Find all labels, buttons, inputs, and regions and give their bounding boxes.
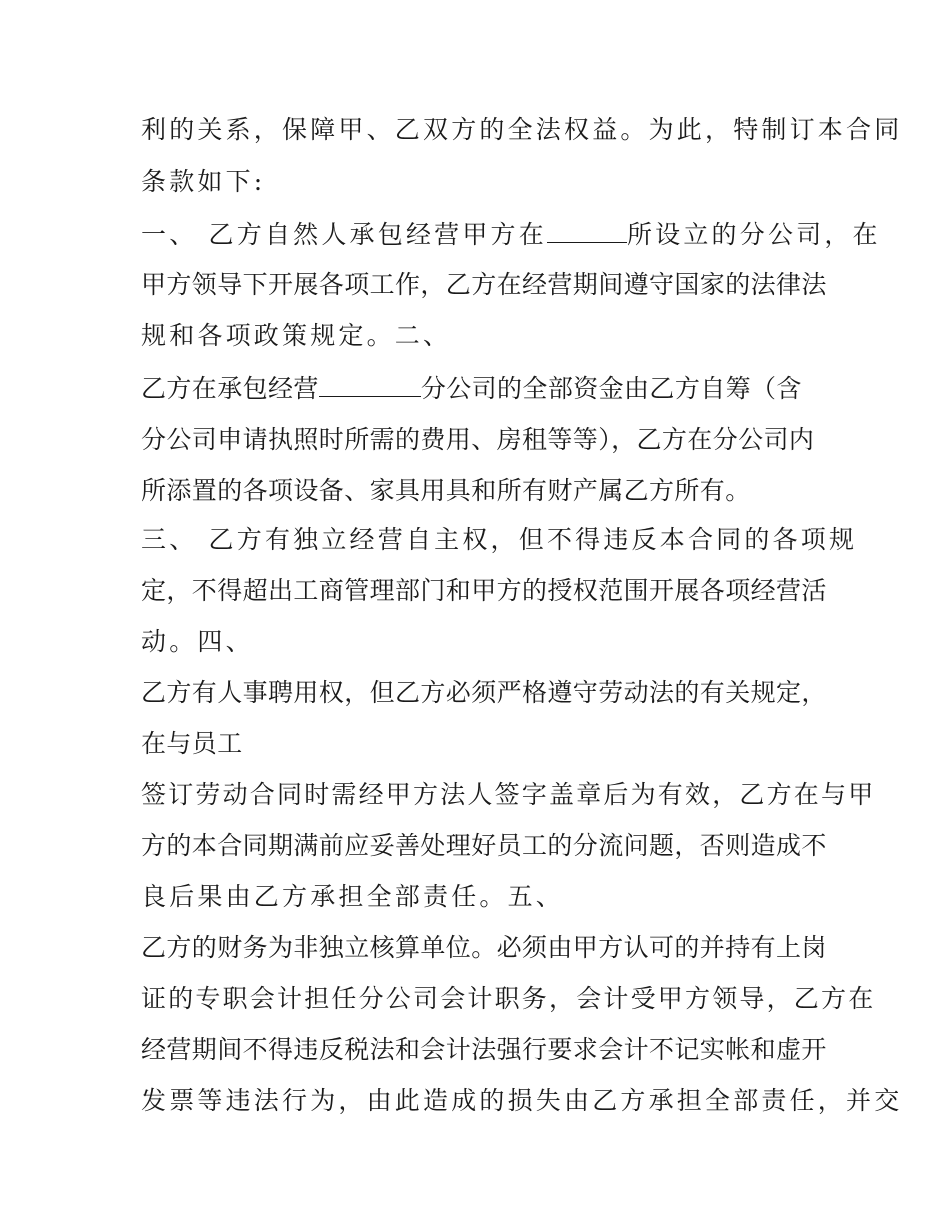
clause-2-suffix: 分公司的全部资金由乙方自筹（含 <box>420 374 802 403</box>
text-line: 经营期间不得违反税法和会计法强行要求会计不记实帐和虚开 <box>141 1035 827 1064</box>
blank-underline <box>547 218 627 243</box>
blank-underline <box>319 372 421 397</box>
text-line: 分公司申请执照时所需的费用、房租等等），乙方在分公司内 <box>141 425 815 454</box>
text-line: 乙方的财务为非独立核算单位。必须由甲方认可的并持有上岗 <box>141 933 827 962</box>
text-line: 三、 乙方有独立经营自主权，但不得违反本合同的各项规 <box>141 525 858 554</box>
clause-1-suffix: 所设立的分公司，在 <box>626 220 881 249</box>
text-line: 甲方领导下开展各项工作，乙方在经营期间遵守国家的法律法 <box>141 270 827 299</box>
text-line: 利的关系，保障甲、乙双方的全法权益。为此，特制订本合同 <box>141 115 903 144</box>
text-line: 定，不得超出工商管理部门和甲方的授权范围开展各项经营活 <box>141 576 827 605</box>
text-line: 方的本合同期满前应妥善处理好员工的分流问题，否则造成不 <box>141 831 827 860</box>
text-line: 规和各项政策规定。二、 <box>141 321 452 350</box>
text-line: 签订劳动合同时需经甲方法人签字盖章后为有效，乙方在与甲 <box>141 780 876 809</box>
clause-1-prefix: 一、 乙方自然人承包经营甲方在 <box>141 220 547 249</box>
clause-2-prefix: 乙方在承包经营 <box>141 374 319 403</box>
text-line: 动。四、 <box>141 627 254 656</box>
text-line: 良后果由乙方承担全部责任。五、 <box>141 882 565 911</box>
clause-2-line <box>141 372 821 405</box>
text-line: 在与员工 <box>141 729 243 758</box>
text-line: 证的专职会计担任分公司会计职务，会计受甲方领导，乙方在 <box>141 984 876 1013</box>
text-line: 条款如下: <box>141 167 266 196</box>
text-line: 乙方有人事聘用权，但乙方必须严格遵守劳动法的有关规定， <box>141 678 827 707</box>
clause-1-line <box>141 218 881 251</box>
text-line: 发票等违法行为，由此造成的损失由乙方承担全部责任，并交 <box>141 1086 903 1115</box>
text-line: 所添置的各项设备、家具用具和所有财产属乙方所有。 <box>141 476 751 505</box>
